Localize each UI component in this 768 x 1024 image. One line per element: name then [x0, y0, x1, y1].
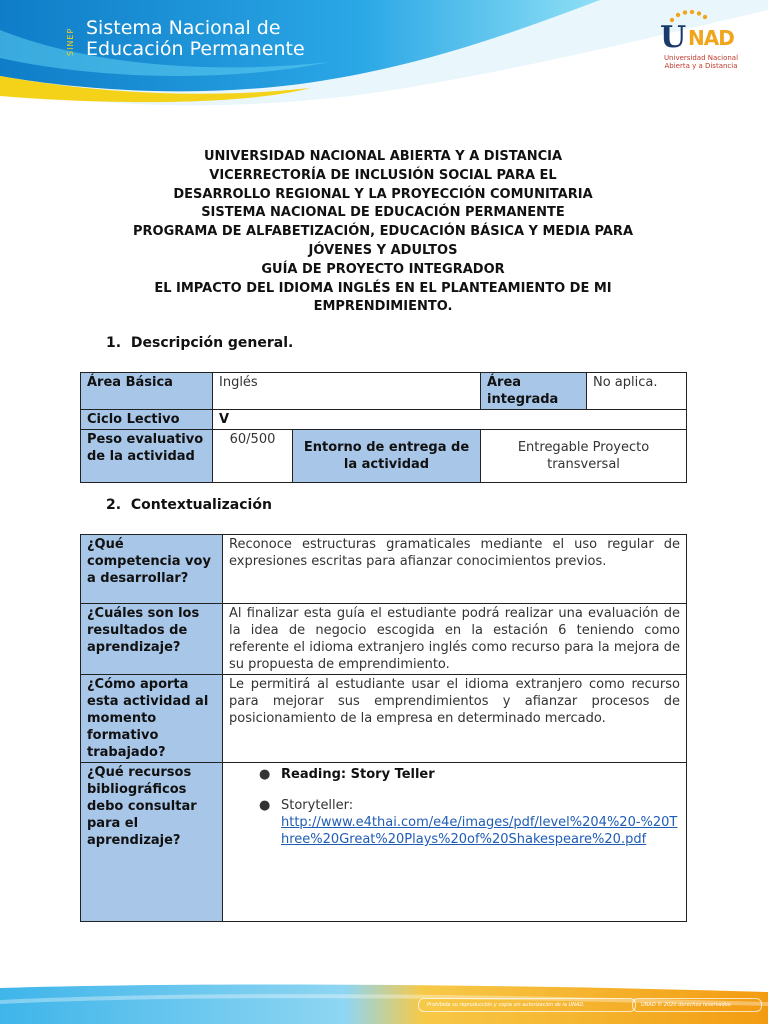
table-row	[81, 410, 687, 430]
competence-question: ¿Qué competencia voy a desarrollar?	[81, 535, 223, 604]
area-integrada-label: Área integrada	[481, 373, 587, 410]
title-line: JÓVENES Y ADULTOS	[308, 242, 458, 258]
table-row	[81, 373, 687, 410]
competence-answer: Reconoce estructuras gramaticales mediante el uso regular de expresiones escritas para afianzar conocimientos previos.	[223, 535, 687, 604]
list-item	[259, 766, 680, 783]
header-banner	[0, 0, 768, 110]
logo-letters-nad: NAD	[688, 26, 734, 50]
contribution-question: ¿Cómo aporta esta actividad al momento formativo trabajado?	[81, 675, 223, 763]
title-line: EL IMPACTO DEL IDIOMA INGLÉS EN EL PLANTEAMIENTO DE MI	[154, 280, 612, 296]
title-line: SISTEMA NACIONAL DE EDUCACIÓN PERMANENTE	[201, 205, 565, 221]
ciclo-label: Ciclo Lectivo	[81, 410, 213, 430]
table-row	[81, 535, 687, 604]
section-heading-description	[106, 335, 293, 351]
list-item	[259, 797, 680, 848]
contextualization-table	[80, 534, 687, 922]
ciclo-value: V	[213, 410, 687, 430]
table-row	[81, 604, 687, 675]
resources-list	[229, 766, 680, 848]
footer-banner	[0, 982, 768, 1024]
sinep-vertical-tag: SINEP	[66, 27, 75, 57]
unad-logo	[656, 10, 746, 80]
results-answer: Al finalizar esta guía el estudiante podrá realizar una evaluación de la idea de negocio escogida en la estación 6 teniendo como referente el idioma extranjero inglés como recurso para la mejora de su propuesta de emprendimiento.	[223, 604, 687, 675]
area-integrada-value: No aplica.	[587, 373, 687, 410]
logo-subtitle-line1: Universidad Nacional	[663, 54, 739, 62]
peso-value: 60/500	[213, 430, 293, 483]
banner-title	[86, 18, 305, 60]
bullet-icon: ●	[259, 798, 271, 813]
section-heading-context	[106, 497, 272, 513]
entorno-label: Entorno de entrega de la actividad	[293, 430, 481, 483]
unad-logo-mark	[658, 10, 744, 55]
section-number: 1.	[106, 335, 122, 351]
banner-title-line1: Sistema Nacional de	[86, 17, 281, 39]
footer-rights-note: UNAD © 2020 derechos reservados.	[632, 998, 762, 1012]
contribution-answer: Le permitirá al estudiante usar el idioma extranjero como recurso para mejorar sus emprendimientos y afianzar procesos de posicionamiento de la empresa en determinado mercado.	[223, 675, 687, 763]
table-row	[81, 430, 687, 483]
title-line: DESARROLLO REGIONAL Y LA PROYECCIÓN COMUNITARIA	[173, 186, 593, 202]
entorno-value: Entregable Proyecto transversal	[481, 430, 687, 483]
general-description-table	[80, 372, 687, 483]
resource-storyteller-link[interactable]: http://www.e4thai.com/e4e/images/pdf/level%204%20-%20Three%20Great%20Plays%20of%20Shakespeare%20.pdf	[281, 815, 678, 847]
resource-reading-title: Reading: Story Teller	[281, 767, 435, 782]
table-row	[81, 763, 687, 922]
area-basica-value: Inglés	[213, 373, 481, 410]
resources-answer	[223, 763, 687, 922]
resources-question: ¿Qué recursos bibliográficos debo consultar para el aprendizaje?	[81, 763, 223, 922]
results-question: ¿Cuáles son los resultados de aprendizaje?	[81, 604, 223, 675]
area-basica-label: Área Básica	[81, 373, 213, 410]
logo-subtitle-line2: Abierta y a Distancia	[664, 62, 738, 70]
title-line: PROGRAMA DE ALFABETIZACIÓN, EDUCACIÓN BÁSICA Y MEDIA PARA	[133, 224, 633, 240]
title-line: VICERRECTORÍA DE INCLUSIÓN SOCIAL PARA EL	[209, 167, 557, 183]
table-row	[81, 675, 687, 763]
document-title	[80, 148, 686, 317]
resource-storyteller-label: Storyteller:	[281, 798, 354, 813]
section-title: Contextualización	[130, 497, 272, 513]
section-number: 2.	[106, 497, 122, 513]
title-line: UNIVERSIDAD NACIONAL ABIERTA Y A DISTANCIA	[203, 149, 563, 164]
banner-title-line2: Educación Permanente	[86, 38, 305, 60]
footer-copyright-note: Prohibida su reproducción y copia sin autorización de la UNAD.	[418, 998, 636, 1012]
bullet-icon: ●	[259, 767, 271, 782]
peso-label: Peso evaluativo de la actividad	[81, 430, 213, 483]
logo-letter-u: U	[660, 20, 687, 55]
title-line: GUÍA DE PROYECTO INTEGRADOR	[261, 261, 505, 277]
logo-subtitle	[656, 54, 746, 70]
title-line: EMPRENDIMIENTO.	[313, 299, 453, 315]
section-title: Descripción general.	[130, 335, 294, 351]
